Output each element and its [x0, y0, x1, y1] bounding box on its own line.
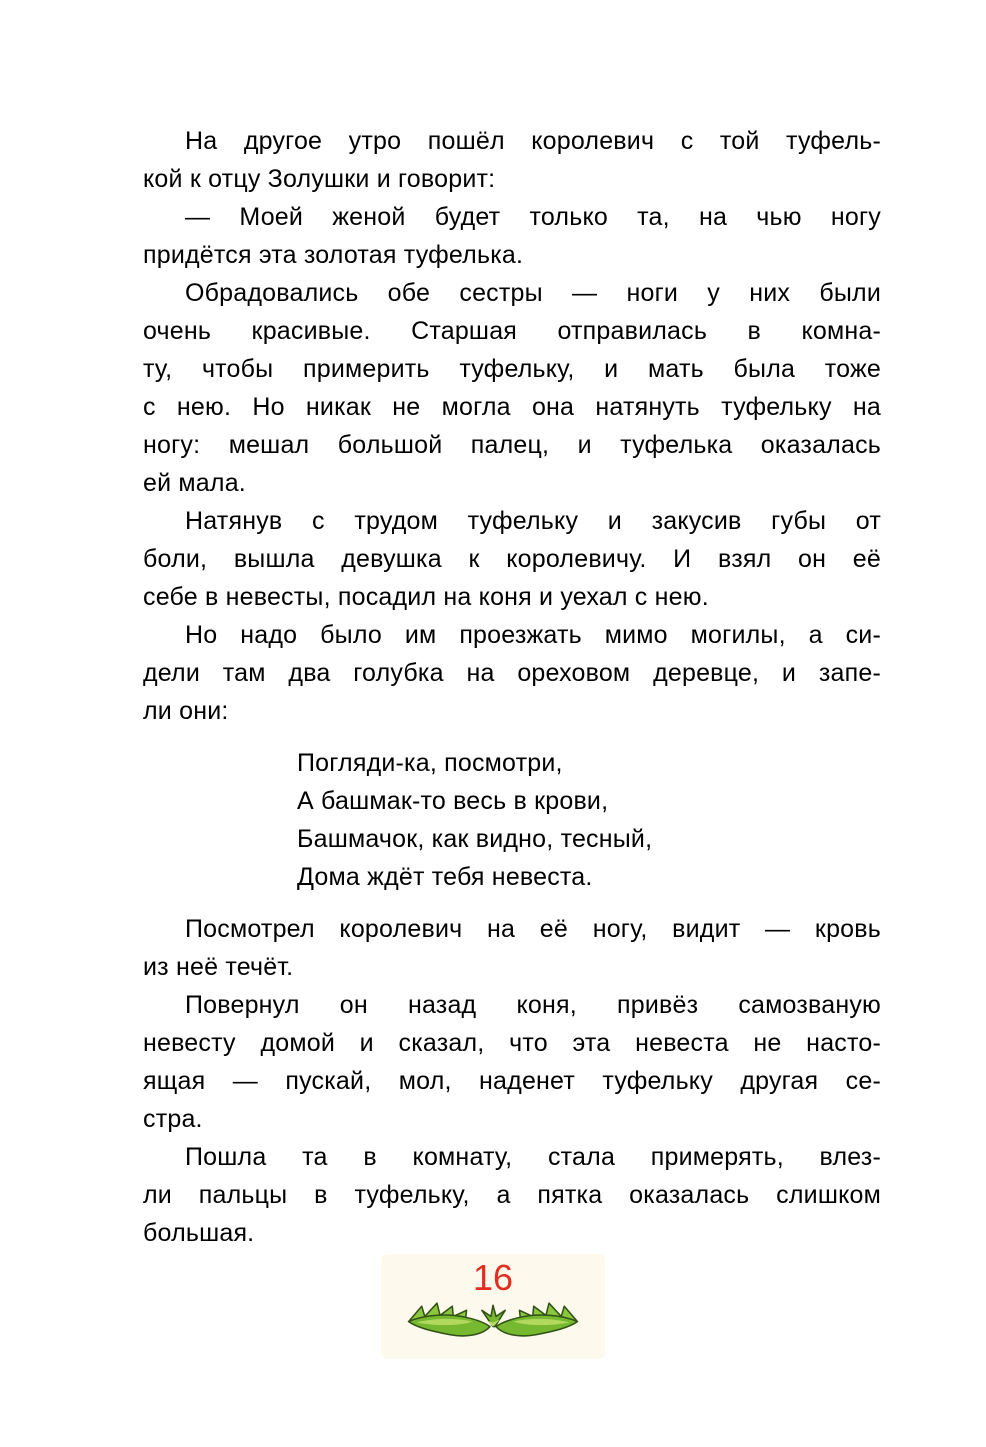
- text-line: Натянув с трудом туфельку и закусив губы от: [185, 507, 881, 535]
- text-line: Пошла та в комнату, стала примерять, влез-: [185, 1143, 881, 1171]
- text-line: невесту домой и сказал, что эта невеста не насто-: [143, 1029, 881, 1057]
- text-line: стра.: [143, 1105, 203, 1133]
- footer-ornament-box: [381, 1254, 605, 1359]
- text-line: ли пальцы в туфельку, а пятка оказалась слишком: [143, 1181, 881, 1209]
- leaf-flourish-icon: [401, 1293, 585, 1349]
- text-line: ящая — пускай, мол, наденет туфельку другая се-: [143, 1067, 881, 1095]
- page-number: 16: [472, 1257, 514, 1298]
- text-line: ей мала.: [143, 469, 246, 497]
- text-line: — Моей женой будет только та, на чью ногу: [185, 203, 881, 231]
- text-line: Повернул он назад коня, привёз самозваную: [185, 991, 881, 1019]
- verse-line: Башмачок, как видно, тесный,: [297, 825, 653, 853]
- verse-line: Дома ждёт тебя невеста.: [297, 863, 593, 891]
- para-1: [143, 122, 881, 198]
- para-5: [143, 616, 881, 730]
- text-line: Посмотрел королевич на её ногу, видит — кровь: [185, 915, 881, 943]
- page-footer: [0, 1254, 986, 1359]
- text-line: большая.: [143, 1219, 255, 1247]
- para-2: [143, 198, 881, 274]
- text-line: На другое утро пошёл королевич с той туфель-: [185, 127, 881, 155]
- verse-line: А башмак-то весь в крови,: [297, 787, 609, 815]
- text-line: с нею. Но никак не могла она натянуть туфельку на: [143, 393, 881, 421]
- text-line: ту, чтобы примерить туфельку, и мать была тоже: [143, 355, 881, 383]
- text-line: ногу: мешал большой палец, и туфелька оказалась: [143, 431, 881, 459]
- text-line: придётся эта золотая туфелька.: [143, 241, 524, 269]
- verse-block: [297, 744, 881, 896]
- para-8: [143, 1138, 881, 1252]
- text-line: из неё течёт.: [143, 953, 294, 981]
- verse-line: Погляди-ка, посмотри,: [297, 749, 563, 777]
- text-line: Обрадовались обе сестры — ноги у них были: [185, 279, 881, 307]
- text-line: боли, вышла девушка к королевичу. И взял он её: [143, 545, 881, 573]
- text-line: себе в невесты, посадил на коня и уехал с нею.: [143, 583, 709, 611]
- text-block: [143, 122, 881, 1252]
- para-3: [143, 274, 881, 502]
- text-line: очень красивые. Старшая отправилась в комна-: [143, 317, 881, 345]
- para-6: [143, 910, 881, 986]
- text-line: дели там два голубка на ореховом деревце, и запе-: [143, 659, 881, 687]
- text-line: кой к отцу Золушки и говорит:: [143, 165, 496, 193]
- para-4: [143, 502, 881, 616]
- text-line: Но надо было им проезжать мимо могилы, а си-: [185, 621, 881, 649]
- para-7: [143, 986, 881, 1138]
- text-line: ли они:: [143, 697, 229, 725]
